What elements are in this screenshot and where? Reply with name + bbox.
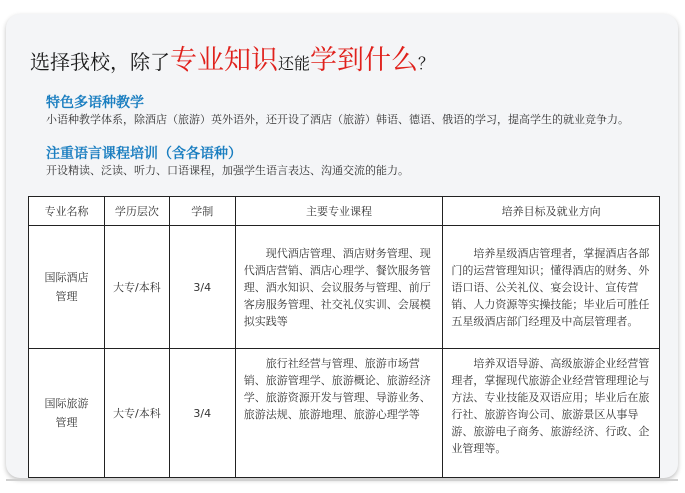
main-courses: 现代酒店管理、酒店财务管理、现代酒店营销、酒店心理学、餐饮服务管理、酒水知识、会议服务与管理、前厅客房服务管理、社交礼仪实训、会展模拟实践等 xyxy=(235,226,443,349)
goals-career: 培养双语导游、高级旅游企业经营管理者，掌握现代旅游企业经营管理理论与方法、专业技能及双语应用；毕业后在旅行社、旅游咨询公司、旅游景区从事导游、旅游电子商务、旅游经济、行政、企业管理等。 xyxy=(443,349,660,478)
table-row xyxy=(29,349,660,478)
duration: 3/4 xyxy=(169,349,235,478)
header-main-courses: 主要专业课程 xyxy=(235,197,443,226)
headline-part3: 还能 xyxy=(278,54,311,73)
goals-career: 培养星级酒店管理者，掌握酒店各部门的运营管理知识；懂得酒店的财务、外语口语、公关礼仪、宴会设计、宣传营销、人力资源等实操技能；毕业后可胜任五星级酒店部门经理及中高层管理者。 xyxy=(443,226,660,349)
section-title-language-training: 注重语言课程培训（含各语种） xyxy=(46,146,242,162)
main-courses: 旅行社经营与管理、旅游市场营销、旅游管理学、旅游概论、旅游经济学、旅游资源开发与管理、导游业务、旅游法规、旅游地理、旅游心理学等 xyxy=(235,349,443,478)
headline xyxy=(30,44,434,81)
headline-question-mark: ？ xyxy=(418,54,435,73)
section-desc-multilingual: 小语种教学体系，除酒店（旅游）英外语外，还开设了酒店（旅游）韩语、德语、俄语的学习，提高学生的就业竞争力。 xyxy=(46,113,629,126)
majors-table xyxy=(28,196,660,478)
headline-highlight-knowledge: 专业知识 xyxy=(170,45,278,76)
header-education-level: 学历层次 xyxy=(104,197,169,226)
table-header-row xyxy=(29,197,660,226)
table-row xyxy=(29,226,660,349)
headline-part1: 选择我校，除了 xyxy=(30,50,170,74)
education-level: 大专/本科 xyxy=(104,349,169,478)
header-duration: 学制 xyxy=(169,197,235,226)
major-name: 国际酒店管理 xyxy=(29,226,105,349)
section-title-multilingual: 特色多语种教学 xyxy=(46,95,144,111)
section-desc-language-training: 开设精读、泛读、听力、口语课程，加强学生语言表达、沟通交流的能力。 xyxy=(46,164,409,177)
headline-highlight-learn: 学到什么 xyxy=(310,45,419,76)
education-level: 大专/本科 xyxy=(104,226,169,349)
header-major-name: 专业名称 xyxy=(29,197,105,226)
header-goals-career: 培养目标及就业方向 xyxy=(443,197,660,226)
duration: 3/4 xyxy=(169,226,235,349)
bottom-divider xyxy=(6,479,678,481)
major-name: 国际旅游管理 xyxy=(29,349,105,478)
